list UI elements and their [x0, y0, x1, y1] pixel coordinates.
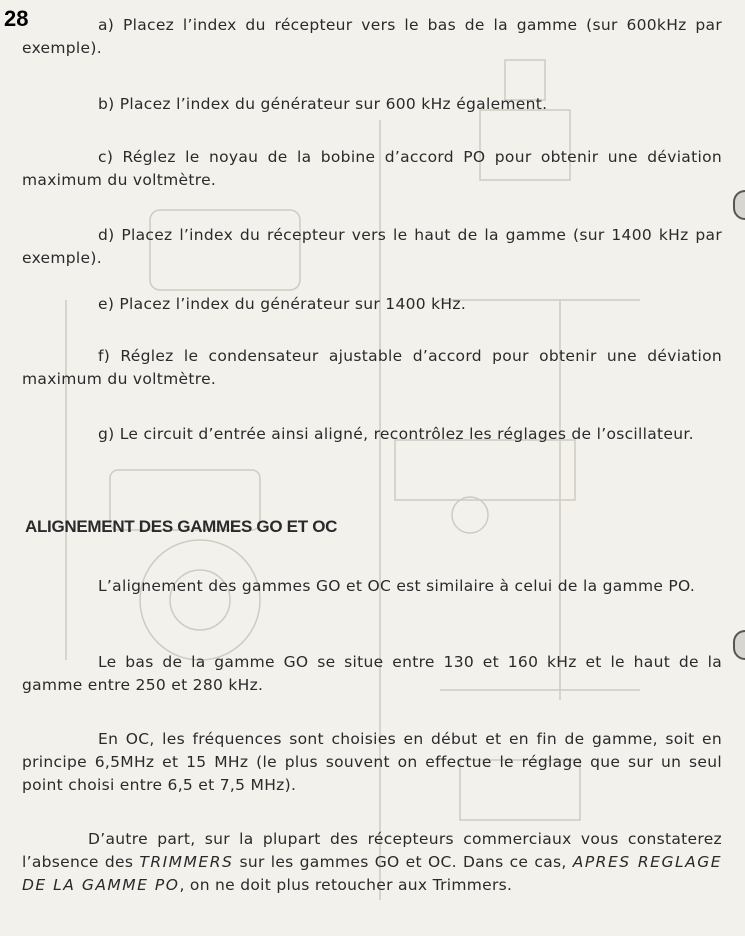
step-c: c) Réglez le noyau de la bobine d’accord PO pour obtenir une déviation maximum du voltmètre. — [22, 148, 722, 189]
section-paragraph-1: L’alignement des gammes GO et OC est similaire à celui de la gamme PO. — [98, 577, 696, 595]
step-b: b) Placez l’index du générateur sur 600 kHz également. — [98, 95, 548, 113]
paragraph-4-part-1: D’autre part, sur la plupart des récepteurs commerciaux vous constaterez l’absence des — [22, 830, 722, 871]
step-e: e) Placez l’index du générateur sur 1400 kHz. — [98, 295, 467, 313]
binding-hole-top — [733, 190, 745, 220]
po-emphasis: APRES REGLAGE DE LA GAMME PO — [22, 853, 723, 894]
binding-hole-bottom — [733, 630, 745, 660]
section-paragraph-3: En OC, les fréquences sont choisies en début et en fin de gamme, soit en principe 6,5MHz et 15 MHz (le plus souvent on effectue le réglage que sur un seul point choisi entre 6,5 et 7,5 MHz). — [22, 730, 722, 794]
page-number: 28 — [4, 6, 29, 31]
step-d: d) Placez l’index du récepteur vers le haut de la gamme (sur 1400 kHz par exemple). — [22, 226, 722, 267]
paragraph-4-part-2: sur les gammes GO et OC. Dans ce cas, — [233, 853, 573, 871]
section-paragraph-2: Le bas de la gamme GO se situe entre 130 et 160 kHz et le haut de la gamme entre 250 et 280 kHz. — [22, 653, 722, 694]
section-heading: ALIGNEMENT DES GAMMES GO ET OC — [25, 517, 338, 536]
paragraph-4-part-3: , on ne doit plus retoucher aux Trimmers. — [179, 876, 513, 894]
step-a: a) Placez l’index du récepteur vers le bas de la gamme (sur 600kHz par exemple). — [22, 16, 722, 57]
trimmers-emphasis: TRIMMERS — [139, 853, 234, 871]
section-paragraph-4 — [22, 828, 722, 897]
step-g: g) Le circuit d’entrée ainsi aligné, recontrôlez les réglages de l’oscillateur. — [98, 425, 694, 443]
step-f: f) Réglez le condensateur ajustable d’accord pour obtenir une déviation maximum du voltmètre. — [22, 347, 722, 388]
